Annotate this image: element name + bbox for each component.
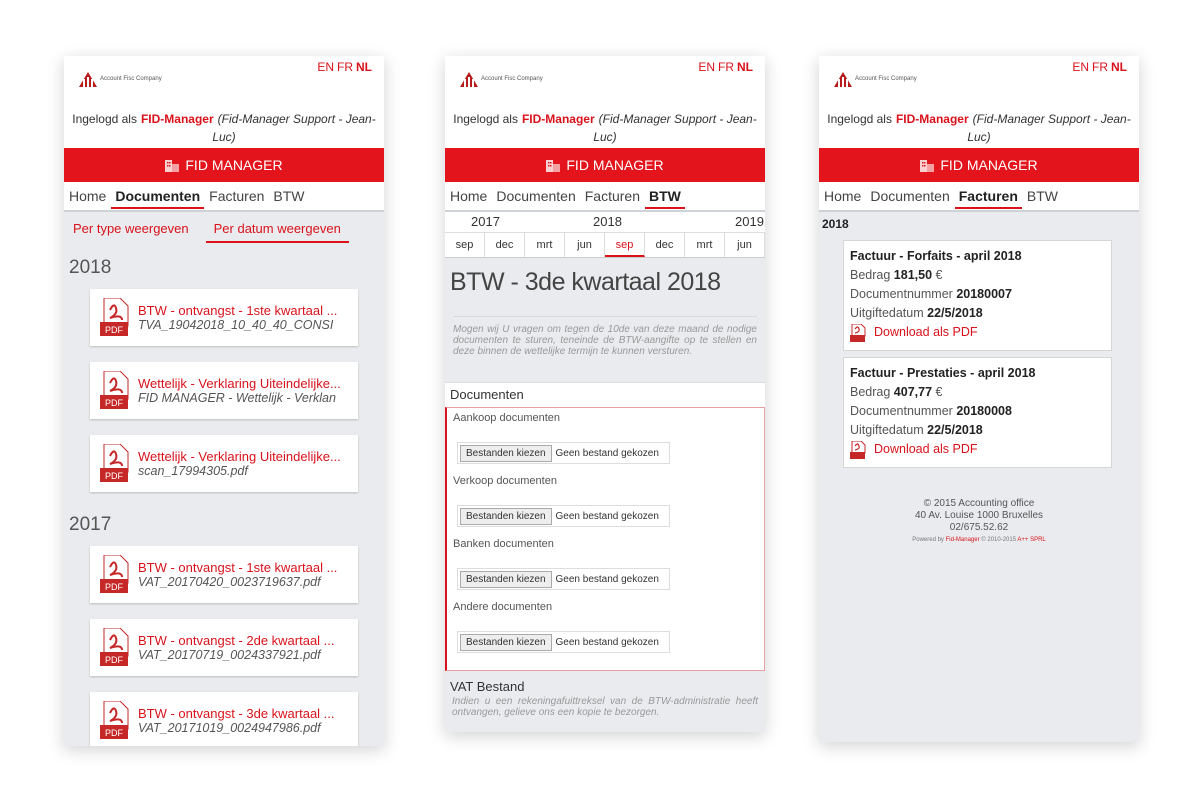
year-heading: 2017	[69, 514, 112, 535]
lang-nl[interactable]: NL	[356, 60, 372, 74]
choose-files-button[interactable]: Bestanden kiezen	[460, 634, 552, 651]
lang-en[interactable]: EN	[317, 60, 334, 74]
login-detail: (Fid-Manager Support - Jean-Luc)	[967, 112, 1131, 144]
document-title[interactable]: Wettelijk - Verklaring Uiteindelijke...	[138, 449, 341, 464]
invoice-title: Factuur - Prestaties - april 2018	[850, 366, 1036, 380]
invoice-title: Factuur - Forfaits - april 2018	[850, 249, 1022, 263]
tab-per-type[interactable]: Per type weergeven	[73, 221, 189, 236]
document-filename: VAT_20170420_0023719637.pdf	[138, 575, 321, 589]
upload-label: Aankoop documenten	[453, 412, 561, 424]
no-file-text: Geen bestand gekozen	[555, 447, 659, 459]
period-month[interactable]: sep	[445, 233, 485, 257]
powered-company[interactable]: A++ SPRL	[1017, 537, 1046, 543]
document-card[interactable]	[90, 362, 358, 419]
lang-en[interactable]: EN	[1072, 60, 1089, 74]
document-title[interactable]: BTW - ontvangst - 1ste kwartaal ...	[138, 303, 338, 318]
year-heading: 2018	[69, 257, 112, 278]
nav-btw[interactable]: BTW	[649, 188, 681, 204]
choose-files-button[interactable]: Bestanden kiezen	[460, 571, 552, 588]
document-title[interactable]: Wettelijk - Verklaring Uiteindelijke...	[138, 376, 341, 391]
footer-address: 40 Av. Louise 1000 Bruxelles	[914, 510, 1044, 521]
amount-label: Bedrag	[850, 268, 891, 282]
company-logo[interactable]	[78, 70, 162, 88]
document-card[interactable]	[90, 435, 358, 492]
document-filename: VAT_20170719_0024337921.pdf	[138, 648, 321, 662]
nav-facturen[interactable]: Facturen	[584, 188, 640, 204]
timeline-year: 2019	[735, 214, 764, 229]
footer	[819, 498, 1139, 546]
login-info	[64, 110, 384, 146]
download-pdf-link[interactable]	[850, 323, 1105, 342]
company-logo[interactable]	[833, 70, 917, 88]
building-icon	[920, 158, 934, 172]
download-pdf-link[interactable]	[850, 440, 1105, 459]
file-input[interactable]	[457, 442, 670, 464]
timeline-months	[445, 232, 765, 257]
login-info	[445, 110, 765, 146]
nav-facturen[interactable]: Facturen	[958, 188, 1018, 204]
pdf-icon	[100, 298, 130, 338]
nav-documenten[interactable]: Documenten	[115, 188, 201, 204]
app-banner[interactable]	[819, 148, 1139, 182]
no-file-text: Geen bestand gekozen	[555, 636, 659, 648]
currency: €	[935, 385, 943, 399]
period-month[interactable]: dec	[645, 233, 685, 257]
header	[64, 56, 384, 148]
powered-years: © 2010-2015	[981, 537, 1017, 543]
upload-label: Verkoop documenten	[453, 475, 557, 487]
login-prefix: Ingelogd als	[72, 112, 137, 126]
upload-label: Banken documenten	[453, 538, 554, 550]
invoice-number: 20180007	[956, 287, 1012, 301]
document-card[interactable]	[90, 289, 358, 346]
svg-text:PDF: PDF	[105, 654, 123, 665]
invoice-card	[843, 240, 1112, 351]
nav-documenten[interactable]: Documenten	[870, 188, 950, 204]
year-heading: 2018	[822, 217, 849, 231]
language-switcher	[1069, 60, 1127, 74]
invoice-amount: 181,50	[893, 268, 933, 282]
upload-label: Andere documenten	[453, 601, 553, 613]
documents-subnav	[64, 212, 384, 243]
header	[819, 56, 1139, 148]
login-detail: (Fid-Manager Support - Jean-Luc)	[212, 112, 376, 144]
login-detail: (Fid-Manager Support - Jean-Luc)	[593, 112, 757, 144]
no-file-text: Geen bestand gekozen	[555, 510, 659, 522]
number-label: Documentnummer	[850, 287, 953, 301]
lang-nl[interactable]: NL	[1111, 60, 1127, 74]
download-label[interactable]: Download als PDF	[874, 442, 978, 456]
period-timeline	[445, 212, 765, 258]
document-card[interactable]	[90, 546, 358, 603]
login-info	[819, 110, 1139, 146]
nav-btw[interactable]: BTW	[1026, 188, 1058, 204]
footer-phone: 02/675.52.62	[949, 522, 1009, 533]
download-label[interactable]: Download als PDF	[874, 325, 978, 339]
main-nav	[64, 182, 384, 212]
banner-title: FID MANAGER	[566, 157, 664, 173]
file-input[interactable]	[457, 568, 670, 590]
language-switcher	[695, 60, 753, 74]
document-filename: TVA_19042018_10_40_40_CONSI	[138, 318, 334, 332]
lang-fr[interactable]: FR	[337, 60, 353, 74]
document-filename: VAT_20171019_0024947986.pdf	[138, 721, 321, 735]
tab-per-datum[interactable]: Per datum weergeven	[206, 221, 349, 243]
lang-nl[interactable]: NL	[737, 60, 753, 74]
language-switcher	[314, 60, 372, 74]
main-nav	[819, 182, 1139, 212]
nav-home[interactable]: Home	[69, 188, 107, 204]
login-user[interactable]: FID-Manager	[895, 112, 969, 126]
document-filename: scan_17994305.pdf	[138, 464, 248, 478]
period-month[interactable]: mrt	[525, 233, 565, 257]
app-banner[interactable]	[64, 148, 384, 182]
company-name: Account Fisc Company	[481, 76, 543, 82]
app-banner[interactable]	[445, 148, 765, 182]
company-name: Account Fisc Company	[100, 76, 162, 82]
svg-text:PDF: PDF	[105, 324, 123, 335]
login-prefix: Ingelogd als	[453, 112, 518, 126]
nav-facturen[interactable]: Facturen	[209, 188, 265, 204]
document-title[interactable]: BTW - ontvangst - 1ste kwartaal ...	[138, 560, 338, 575]
document-title[interactable]: BTW - ontvangst - 2de kwartaal ...	[138, 633, 335, 648]
invoice-date: 22/5/2018	[927, 423, 983, 437]
powered-link[interactable]: Fid-Manager	[945, 537, 980, 543]
choose-files-button[interactable]: Bestanden kiezen	[460, 445, 552, 462]
upload-section	[445, 407, 765, 671]
document-card[interactable]	[90, 619, 358, 676]
powered-by	[819, 534, 1139, 546]
timeline-year: 2018	[593, 214, 622, 229]
date-label: Uitgiftedatum	[850, 306, 924, 320]
period-month[interactable]: dec	[485, 233, 525, 257]
login-prefix: Ingelogd als	[827, 112, 892, 126]
invoice-card	[843, 357, 1112, 468]
building-icon	[165, 158, 179, 172]
no-file-text: Geen bestand gekozen	[555, 573, 659, 585]
nav-home[interactable]: Home	[450, 188, 488, 204]
logo-icon	[459, 70, 479, 88]
invoices-screen	[819, 56, 1139, 742]
number-label: Documentnummer	[850, 404, 953, 418]
document-title[interactable]: BTW - ontvangst - 3de kwartaal ...	[138, 706, 335, 721]
btw-screen	[445, 56, 765, 732]
pdf-icon	[100, 444, 130, 484]
pdf-icon	[850, 441, 866, 459]
period-month[interactable]: mrt	[685, 233, 725, 257]
lang-fr[interactable]: FR	[718, 60, 734, 74]
svg-text:PDF: PDF	[105, 470, 123, 481]
choose-files-button[interactable]: Bestanden kiezen	[460, 508, 552, 525]
lang-en[interactable]: EN	[698, 60, 715, 74]
documents-header: Documenten	[445, 382, 765, 407]
currency: €	[935, 268, 943, 282]
vat-text: Indien u een rekeningafuittreksel van de BTW-administratie heeft ontvangen, gelieve ons een kopie te bezorgen.	[452, 696, 758, 718]
page-title: BTW - 3de kwartaal 2018	[450, 268, 721, 296]
svg-text:PDF: PDF	[105, 727, 123, 738]
vat-header: VAT Bestand	[450, 679, 525, 694]
banner-title: FID MANAGER	[185, 157, 283, 173]
main-nav	[445, 182, 765, 212]
invoice-date: 22/5/2018	[927, 306, 983, 320]
document-card[interactable]	[90, 692, 358, 746]
logo-icon	[78, 70, 98, 88]
nav-documenten[interactable]: Documenten	[496, 188, 576, 204]
period-month[interactable]: jun	[725, 233, 765, 257]
nav-home[interactable]: Home	[824, 188, 862, 204]
svg-text:PDF: PDF	[105, 581, 123, 592]
company-name: Account Fisc Company	[855, 76, 917, 82]
header	[445, 56, 765, 148]
timeline-year: 2017	[471, 214, 500, 229]
pdf-icon	[100, 701, 130, 741]
documents-screen	[64, 56, 384, 746]
invoice-amount: 407,77	[893, 385, 933, 399]
document-filename: FID MANAGER - Wettelijk - Verklan	[138, 391, 336, 405]
intro-text: Mogen wij U vragen om tegen de 10de van deze maand de nodige documenten te sturen, teneinde de BTW-aangifte op te stellen en deze binnen de wettelijke termijn te kunnen versturen.	[453, 316, 757, 382]
building-icon	[546, 158, 560, 172]
lang-fr[interactable]: FR	[1092, 60, 1108, 74]
period-month[interactable]: jun	[565, 233, 605, 257]
date-label: Uitgiftedatum	[850, 423, 924, 437]
pdf-icon	[850, 324, 866, 342]
period-month-selected[interactable]: sep	[605, 233, 645, 257]
pdf-icon	[100, 371, 130, 411]
svg-text:PDF: PDF	[105, 397, 123, 408]
nav-btw[interactable]: BTW	[273, 188, 305, 204]
pdf-icon	[100, 555, 130, 595]
file-input[interactable]	[457, 631, 670, 653]
footer-copyright: © 2015 Accounting office	[923, 498, 1035, 509]
login-user[interactable]: FID-Manager	[140, 112, 214, 126]
invoice-number: 20180008	[956, 404, 1012, 418]
file-input[interactable]	[457, 505, 670, 527]
company-logo[interactable]	[459, 70, 543, 88]
logo-icon	[833, 70, 853, 88]
pdf-icon	[100, 628, 130, 668]
amount-label: Bedrag	[850, 385, 891, 399]
login-user[interactable]: FID-Manager	[521, 112, 595, 126]
banner-title: FID MANAGER	[940, 157, 1038, 173]
powered-prefix: Powered by	[912, 537, 944, 543]
